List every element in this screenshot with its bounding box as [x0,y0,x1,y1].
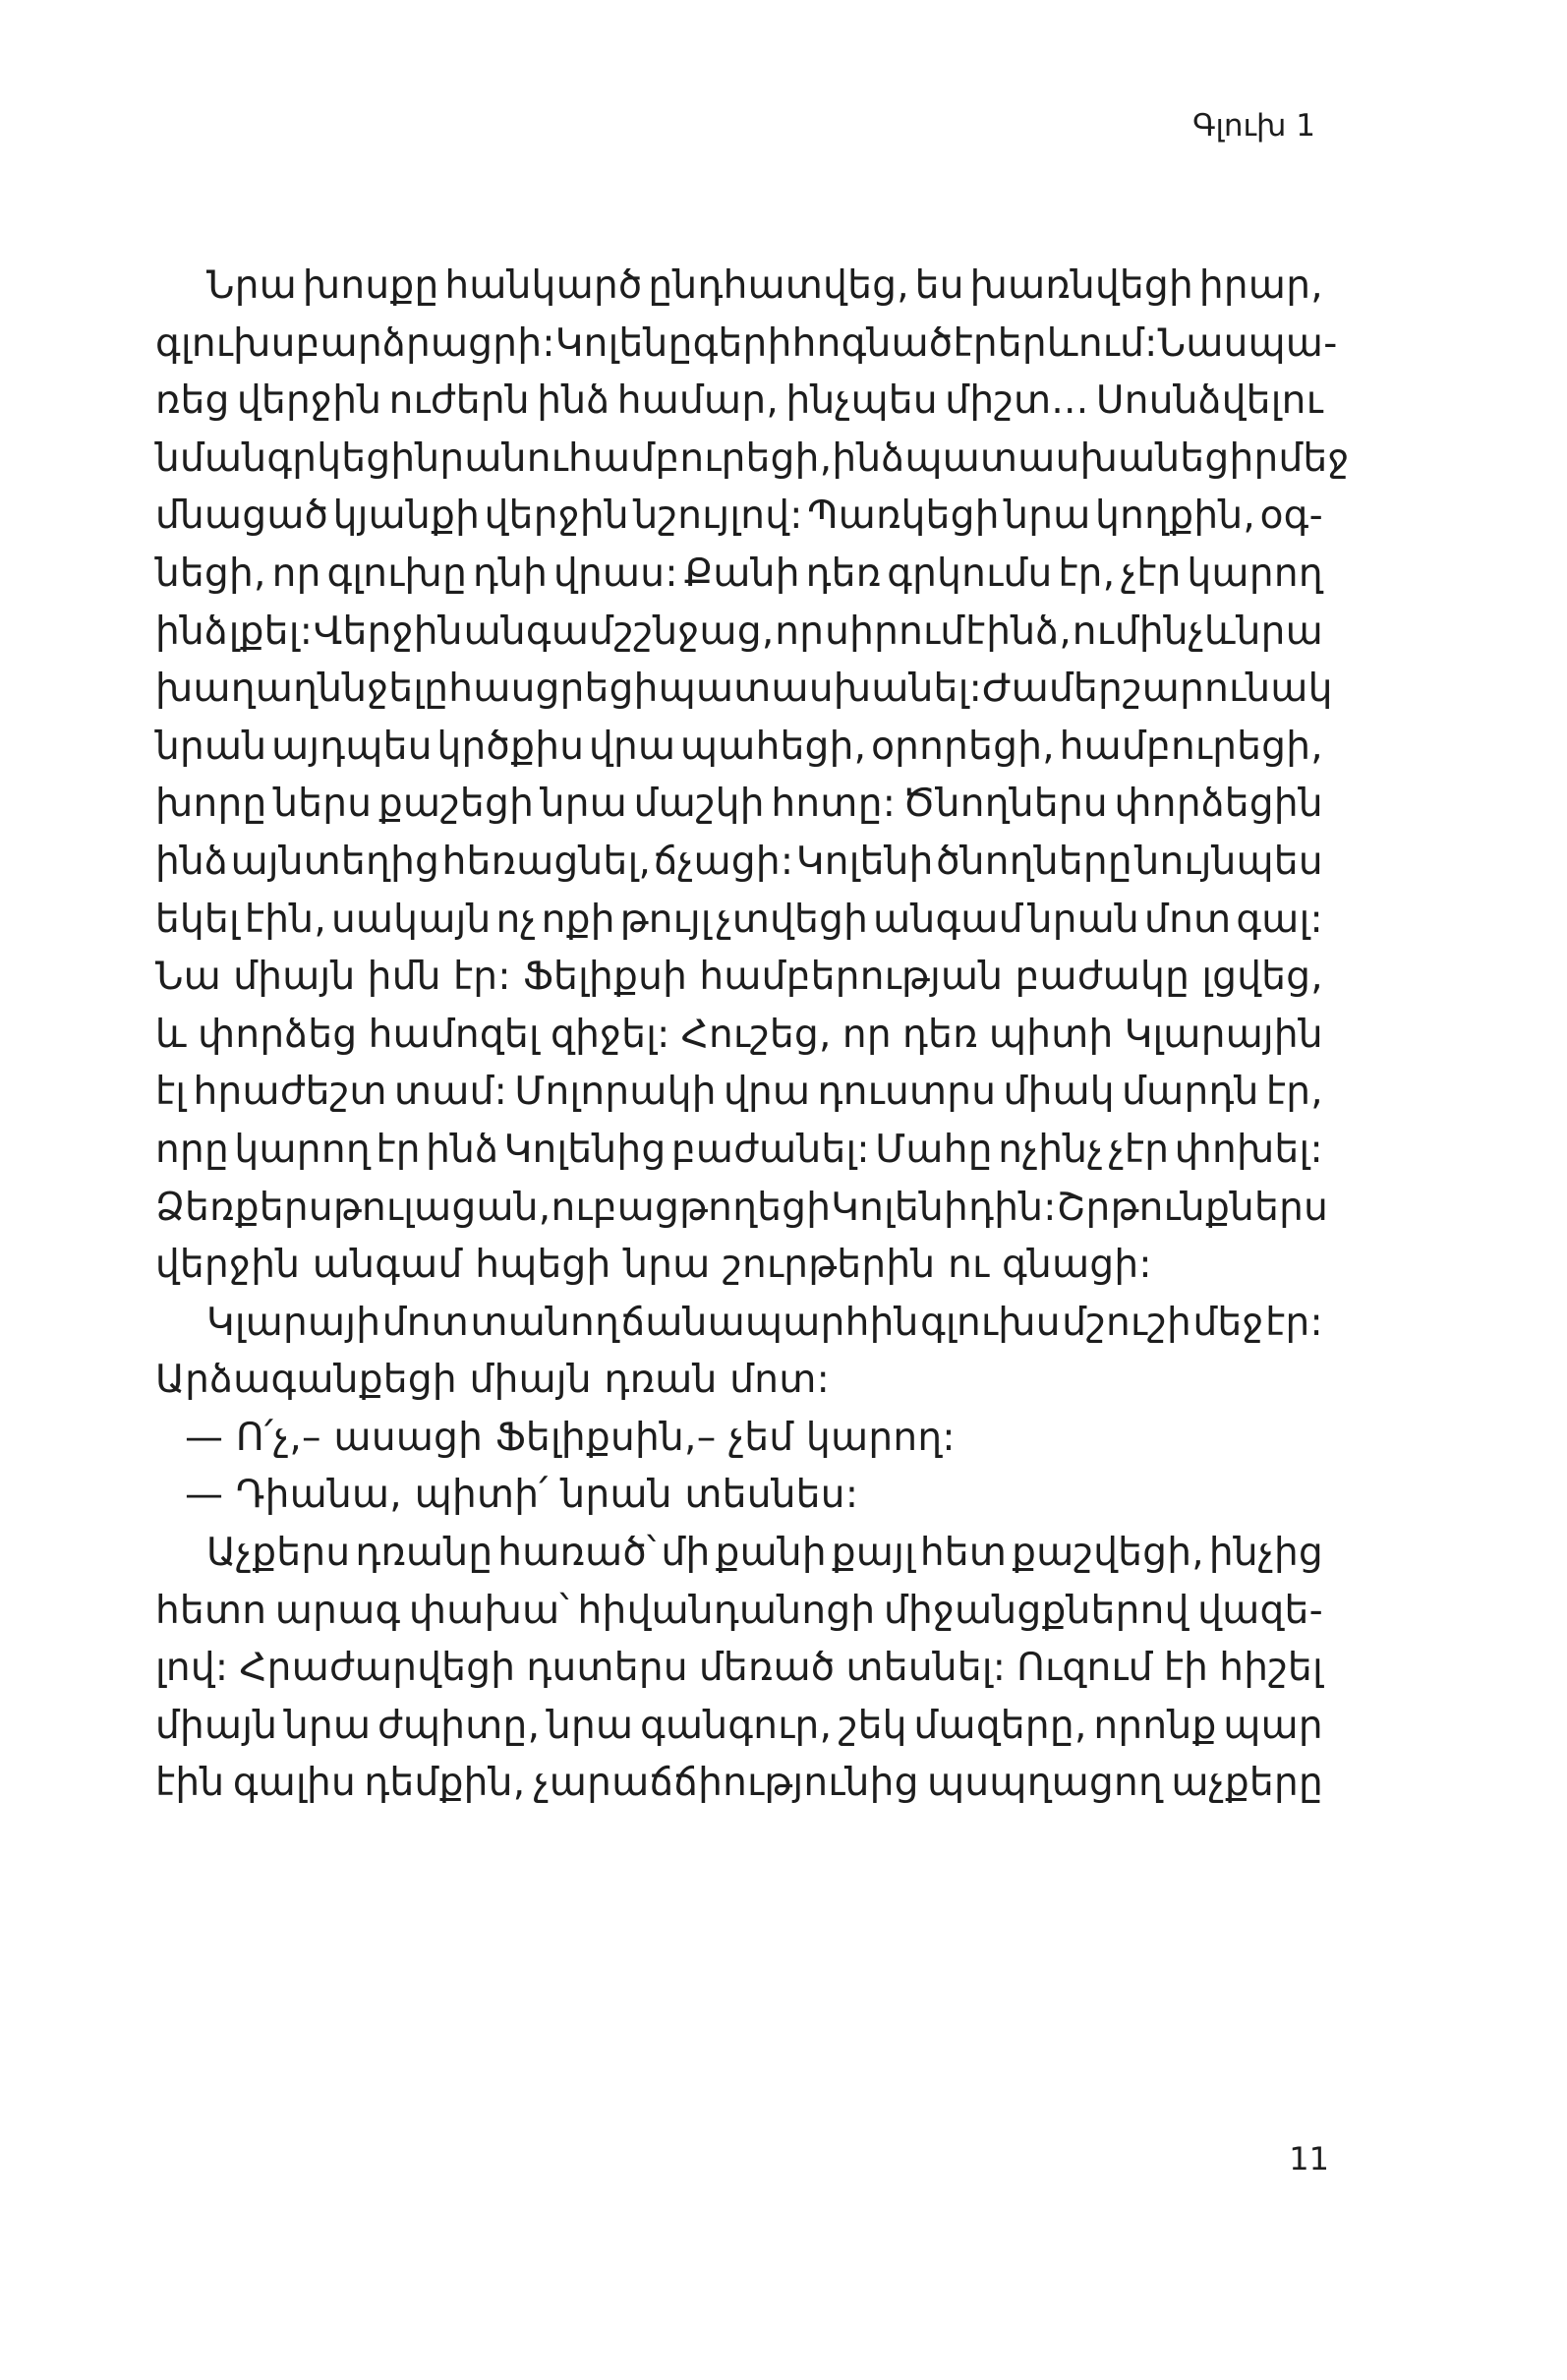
word: շեկ [839,1703,907,1748]
word: կրծքիս [436,724,585,769]
text-line [155,949,1323,1007]
word: Սոսնձվելու [1095,378,1323,424]
word: մինչև [1114,609,1236,654]
word: չարաճճիությունից [533,1761,919,1806]
word: ինչից [1208,1531,1323,1576]
word: նրա [283,1703,372,1748]
word: միայն [155,1703,278,1748]
word: կյանքի [332,493,481,539]
word: թուլացան, [332,1185,551,1230]
word: մեջ [1278,435,1350,481]
word: նման [155,435,267,481]
word: համոզել [368,1012,540,1057]
text-line [155,892,1323,950]
word: արագ [274,1588,401,1633]
word: դեմքին, [364,1761,526,1806]
word: դնի [472,551,549,596]
word: տամ: [394,1070,508,1115]
text-line [155,1640,1323,1698]
word: չէր [1108,1127,1170,1172]
word: բաց [592,1185,680,1230]
word: Շրթունքներս [1056,1185,1329,1230]
text-line [155,1064,1323,1122]
word: Նա [155,955,222,1000]
word: փորձեց [198,1012,358,1057]
text-line [155,1583,1323,1641]
word: էին, [244,897,327,942]
word: Ֆելիքսի [522,955,688,1000]
word: նշույլով: [633,493,803,539]
word: այնտեղից [230,839,440,884]
text-line [155,316,1338,374]
word: և [155,1012,187,1057]
word: պիտի [988,1012,1114,1057]
word: ինձ, [986,609,1073,654]
word: Կլարայի [206,1300,381,1345]
word: Նրա [206,263,298,308]
word: նրան [415,435,527,481]
word: Հրաժարվեցի [239,1646,516,1691]
word: գերիհոգնած [692,320,954,366]
word: ինձ [832,435,905,481]
word: Հուշեց, [680,1012,832,1057]
word: իր [1229,435,1279,481]
word: իմն [367,955,441,1000]
word: պատասխանել: [658,667,983,712]
word: օգ- [1259,493,1323,539]
word: նրա [540,782,628,827]
word: շարունակ [1123,667,1333,712]
word: ինչպես [785,378,938,424]
word: անգամ [463,609,614,654]
text-line [155,431,1350,489]
text-line [155,1007,1323,1065]
text-line [155,776,1323,834]
text-line [155,1525,1323,1583]
word: պահեցի, [680,724,867,769]
word: մոտ [381,1300,470,1345]
word: գրկեցի [266,435,416,481]
word: միակ [1003,1070,1115,1115]
word: ընդհատվեց, [648,263,909,308]
text-line [155,488,1323,546]
word: ժպիտը, [377,1703,541,1748]
word: լով: [155,1646,229,1691]
word: բարձրացրի: [295,320,555,366]
word: համբուրեցի, [568,435,833,481]
word: հառած՝ [497,1531,657,1576]
word: ռեց [155,378,230,424]
word: մաշկի [633,782,765,827]
word: հետ [919,1531,1008,1576]
word: հետո [155,1588,267,1633]
word: զիջել: [551,1012,670,1057]
word: գալիս [232,1761,356,1806]
word: կողքին, [1095,493,1256,539]
word: վազե- [1197,1588,1323,1633]
word: մոտ [1144,897,1232,942]
word: քաշվեցի, [1012,1531,1204,1576]
word: պատասխանեց [904,435,1230,481]
word: թույլ [619,897,712,942]
word: նրան [1027,897,1140,942]
text-line [155,834,1323,892]
word: չէր [1121,551,1182,596]
text-line [155,604,1323,662]
text-line [155,1698,1323,1756]
word: քայլ [831,1531,915,1576]
word: վերջին [237,378,382,424]
word: ուժերն [388,378,530,424]
word: լցվեց, [1201,955,1323,1000]
word: գլուխս [920,1300,1061,1345]
word: բաժանել: [670,1127,870,1172]
word: էր [376,1127,421,1172]
word: գալ: [1236,897,1323,942]
word: տանող [470,1300,620,1345]
word: Կոլենի [831,1185,969,1230]
word: Ձեռքերս [155,1185,333,1230]
body-text [155,258,1350,1813]
word: Կլարային [1124,1012,1323,1057]
word: աչքերը [1171,1761,1323,1806]
word: Կոլենը [554,320,693,366]
word: խորը [155,782,267,827]
word: ոչինչ [998,1127,1104,1172]
word: համբերության [699,955,1004,1000]
word: միջանցքներով [883,1588,1190,1633]
word: թողեցի [679,1185,832,1230]
word: Մոլորակի [514,1070,717,1115]
word: ծնողները [936,839,1132,884]
word: օրորեցի, [871,724,1055,769]
word: է [965,609,986,654]
word: ինձ [155,609,229,654]
word: գանգուր, [640,1703,833,1748]
word: որը [155,1127,230,1172]
word: ու [526,435,569,481]
word: ճանապարհին [620,1300,919,1345]
word: հասցրեցի [448,667,659,712]
word: վրա [723,1070,811,1115]
word: համբուրեցի, [1059,724,1323,769]
word: կարող [234,1127,371,1172]
word: նրա [547,1703,634,1748]
word: էլ [155,1070,187,1115]
word: հեռացնել, [441,839,652,884]
word: հրաժեշտ [193,1070,387,1115]
word: ես [914,263,964,308]
word: մարդն [1122,1070,1259,1115]
page-number: 11 [1289,2140,1329,2177]
word: մազերը, [913,1703,1087,1748]
word: էր: [1265,1300,1323,1345]
word: քաշեցի [377,782,535,827]
word: վրաս: [552,551,678,596]
word: դեռ [902,1012,978,1057]
word: հիշել [1219,1646,1323,1691]
word: միշտ... [945,378,1089,424]
word: սակայն [331,897,492,942]
word: Կոլենից [503,1127,667,1172]
word: ոչ [495,897,537,942]
word: ինձ [155,839,229,884]
text-line [155,546,1323,604]
word: խոսքը [302,263,439,308]
word: որ [775,609,825,654]
word: մնացած [155,493,329,539]
word: համար, [616,378,780,424]
word: Վերջին [313,609,463,654]
word: էին [155,1761,225,1806]
text-line: — Ո՛չ,– ասացի Ֆելիքսին,– չեմ կարող: [185,1415,956,1460]
word: գլուխը [326,551,468,596]
word: նրա [1004,493,1091,539]
text-line [155,1755,1323,1813]
word: երևում: [997,320,1158,366]
word: ինձ [426,1127,499,1172]
word: գլուխս [155,320,296,366]
word: նեցի, [155,551,266,596]
word: Ժամեր [982,667,1124,712]
word: այդպես [271,724,433,769]
word: Մահը [875,1127,993,1172]
word: հանկարծ [444,263,643,308]
word: ճչացի: [653,839,794,884]
word: որոնք [1093,1703,1217,1748]
word: տեսնել: [845,1646,1007,1691]
word: մեռած [698,1646,836,1691]
word: դին: [968,1185,1057,1230]
word: Ուզում [1016,1646,1153,1691]
word: պար [1223,1703,1323,1748]
word: իրար, [1198,263,1323,308]
word: սիրում [825,609,965,654]
word: լքել: [228,609,314,654]
text-line [155,719,1323,777]
word: ոքի [541,897,615,942]
word: պսպղացող [927,1761,1164,1806]
text-line [155,661,1333,719]
text-line: Արձագանքեցի միայն դռան մոտ: [155,1358,831,1403]
word: գրկումս [887,551,1053,596]
text-line: վերջին անգամ հպեցի նրա շուրթերին ու գնացի: [155,1243,1152,1288]
word: անգամ [873,897,1023,942]
text-line [155,373,1323,431]
word: էր, [1265,1070,1323,1115]
word: դուստրս [817,1070,997,1115]
word: էր [953,320,998,366]
word: որ [271,551,321,596]
word: Քանի [683,551,800,596]
word: եկել [155,897,240,942]
word: Կոլենի [795,839,934,884]
word: քանի [715,1531,827,1576]
word: շշնջաց, [613,609,775,654]
word: ու [1072,609,1115,654]
word: միայն [233,955,356,1000]
word: փորձեցին [1114,782,1323,827]
word: վերջին [484,493,629,539]
word: բաժակը [1015,955,1190,1000]
word: փախա՝ [409,1588,569,1633]
word: հոտը: [771,782,897,827]
word: նույնպես [1134,839,1323,884]
word: ննջելը [318,667,449,712]
word: դստերս [526,1646,688,1691]
word: չտվեցի [716,897,869,942]
word: խաղաղ [155,667,319,712]
text-line [155,1180,1329,1238]
word: նրան [155,724,267,769]
word: հիվանդանոցի [577,1588,876,1633]
word: ու [551,1185,593,1230]
word: Ծնողներս [901,782,1108,827]
word: ներս [273,782,373,827]
word: դռանը [355,1531,493,1576]
text-line [155,1122,1323,1180]
word: վրա [588,724,676,769]
word: էի [1163,1646,1209,1691]
text-line [155,258,1323,316]
word: նրա [1236,609,1323,654]
word: էր, [1058,551,1116,596]
text-line [155,1295,1323,1353]
word: սպա- [1223,320,1338,366]
word: ինձ [537,378,610,424]
word: կարող [1187,551,1323,596]
word: դեռ [805,551,882,596]
word: խառնվեցի [969,263,1194,308]
word: Աչքերս [206,1531,351,1576]
word: էր: [452,955,511,1000]
word: մեջ [1192,1300,1264,1345]
word: մի [661,1531,711,1576]
word: Նա [1157,320,1224,366]
text-line: — Դիանա, պիտի՛ նրան տեսնես: [185,1473,859,1518]
word: փոխել: [1174,1127,1323,1172]
chapter-header: Գլուխ 1 [1192,108,1315,144]
word: Պառկեցի [807,493,1000,539]
word: որ [842,1012,892,1057]
word: մշուշի [1062,1300,1192,1345]
